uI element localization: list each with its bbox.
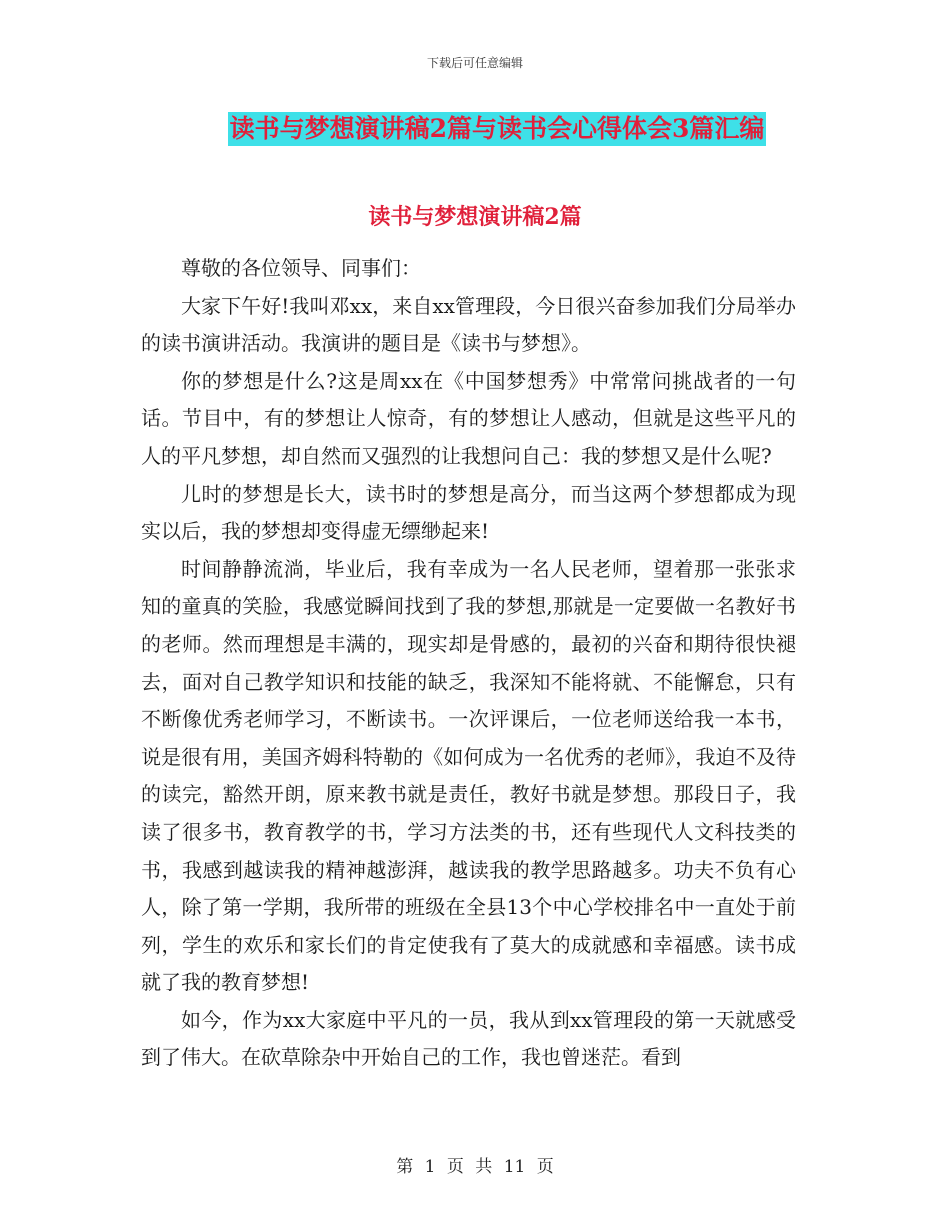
paragraph-current-work: 如今，作为xx大家庭中平凡的一员，我从到xx管理段的第一天就感受到了伟大。在砍草除杂中开始自己的工作，我也曾迷茫。看到 <box>141 1007 796 1070</box>
page-footer: 第 1 页 共 11 页 <box>396 1157 554 1177</box>
paragraph-childhood-dream: 儿时的梦想是长大，读书时的梦想是高分，而当这两个梦想都成为现实以后，我的梦想却变得虚无缥缈起来! <box>141 481 796 544</box>
header-note: 下载后可任意编辑 <box>426 56 523 70</box>
body-content <box>141 250 796 1077</box>
paragraph-introduction: 大家下午好!我叫邓xx，来自xx管理段，今日很兴奋参加我们分局举办的读书演讲活动。我演讲的题目是《读书与梦想》。 <box>141 293 796 356</box>
section-title: 读书与梦想演讲稿2篇 <box>368 204 582 230</box>
main-title-wrap <box>0 112 950 146</box>
paragraph-dream-question: 你的梦想是什么?这是周xx在《中国梦想秀》中常常问挑战者的一句话。节目中，有的梦想让人惊奇，有的梦想让人感动，但就是这些平凡的人的平凡梦想，却自然而又强烈的让我想问自己：我的梦想又是什么呢? <box>141 368 796 468</box>
main-title: 读书与梦想演讲稿2篇与读书会心得体会3篇汇编 <box>228 112 767 146</box>
paragraph-greeting: 尊敬的各位领导、同事们： <box>181 256 421 280</box>
paragraph-teaching-dream: 时间静静流淌，毕业后，我有幸成为一名人民老师，望着那一张张求知的童真的笑脸，我感觉瞬间找到了我的梦想,那就是一定要做一名教好书的老师。然而理想是丰满的，现实却是骨感的，最初的兴奋和期待很快褪去，面对自己教学知识和技能的缺乏，我深知不能将就、不能懈怠，只有不断像优秀老师学习，不断读书。一次评课后，一位老师送给我一本书，说是很有用，美国齐姆科特勒的《如何成为一名优秀的老师》，我迫不及待的读完，豁然开朗，原来教书就是责任，教好书就是梦想。那段日子，我读了很多书，教育教学的书，学习方法类的书，还有些现代人文科技类的书，我感到越读我的精神越澎湃，越读我的教学思路越多。功夫不负有心人，除了第一学期，我所带的班级在全县13个中心学校排名中一直处于前列，学生的欢乐和家长们的肯定使我有了莫大的成就感和幸福感。读书成就了我的教育梦想! <box>141 556 796 995</box>
